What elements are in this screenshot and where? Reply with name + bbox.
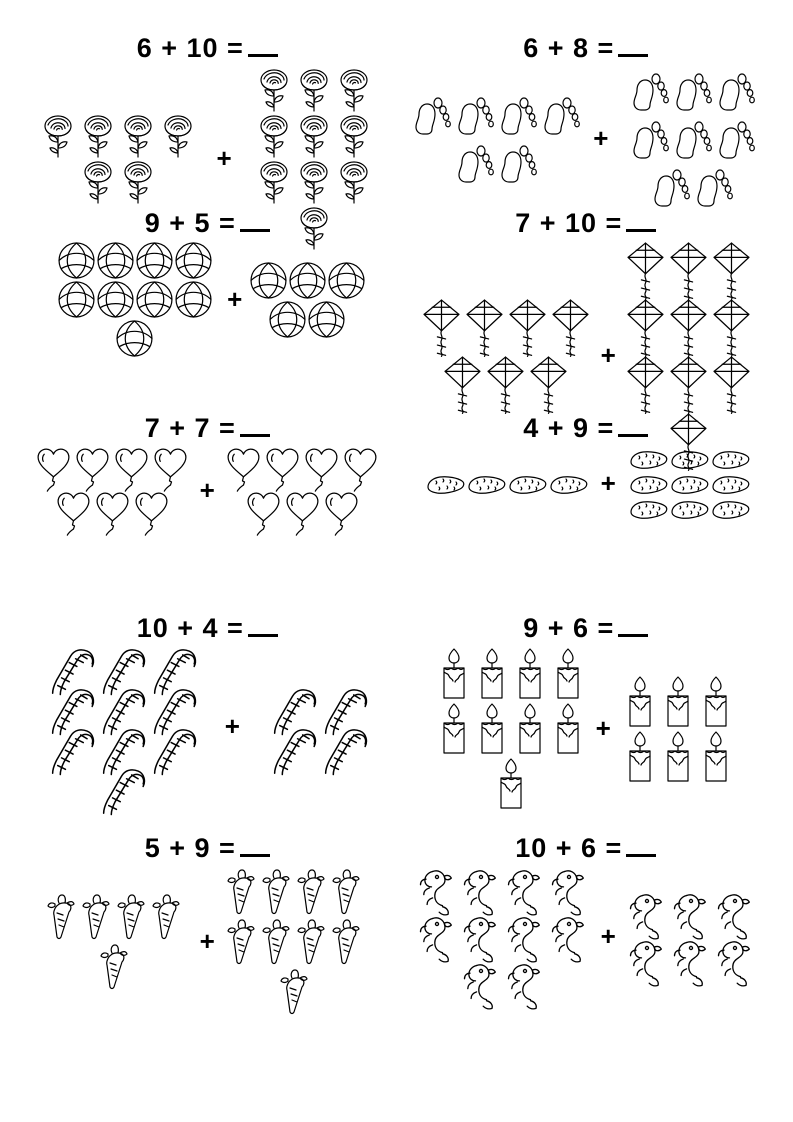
heart-balloon-icon bbox=[263, 446, 302, 490]
kite-icon bbox=[667, 241, 710, 298]
equation-p7 bbox=[137, 614, 278, 642]
candle-icon bbox=[659, 729, 697, 784]
rose-icon bbox=[294, 158, 334, 204]
problem-p10 bbox=[397, 834, 776, 1024]
candy-cane-icon bbox=[267, 686, 318, 726]
candy-cane-icon bbox=[267, 726, 318, 766]
equation-p5 bbox=[145, 414, 270, 442]
candy-cane-icon bbox=[96, 686, 147, 726]
beachball-icon bbox=[268, 300, 307, 339]
rose-icon bbox=[254, 158, 294, 204]
rose-icon bbox=[334, 158, 374, 204]
plus-sign: + bbox=[595, 713, 611, 744]
plus-sign: + bbox=[199, 474, 215, 505]
plus-sign: + bbox=[600, 468, 616, 499]
kite-icon bbox=[484, 355, 527, 412]
candy-cane-icon bbox=[147, 686, 198, 726]
addend-group-a bbox=[411, 866, 596, 1007]
seahorse-icon bbox=[503, 913, 547, 960]
candy-cane-icon bbox=[147, 646, 198, 686]
seahorse-icon bbox=[459, 913, 503, 960]
plus-sign: + bbox=[227, 284, 243, 315]
candle-icon bbox=[511, 701, 549, 756]
addend-group-a bbox=[24, 112, 212, 204]
problem-p5 bbox=[18, 414, 397, 614]
seahorse-icon bbox=[713, 890, 757, 937]
beachball-icon bbox=[115, 319, 154, 358]
candy-cane-icon bbox=[96, 766, 147, 806]
kite-icon bbox=[667, 355, 710, 412]
problem-p6 bbox=[397, 414, 776, 614]
kite-icon bbox=[441, 355, 484, 412]
footprint-icon bbox=[670, 66, 713, 114]
problem-p8 bbox=[397, 614, 776, 834]
equation-p2 bbox=[523, 34, 648, 62]
candle-icon bbox=[473, 701, 511, 756]
seahorse-icon bbox=[459, 960, 503, 1007]
equation-p9 bbox=[145, 834, 270, 862]
pickle-icon bbox=[709, 446, 750, 471]
candle-icon bbox=[492, 756, 530, 811]
pickle-icon bbox=[668, 496, 709, 521]
pickle-icon bbox=[506, 471, 547, 496]
addend-group-a bbox=[403, 90, 589, 186]
equation-p1 bbox=[137, 34, 278, 62]
footprint-icon bbox=[627, 66, 670, 114]
addend-group-b bbox=[220, 446, 385, 534]
answer-blank[interactable] bbox=[248, 614, 278, 637]
footprint-icon bbox=[495, 90, 538, 138]
beachball-icon bbox=[96, 241, 135, 280]
answer-blank[interactable] bbox=[240, 414, 270, 437]
carrot-icon bbox=[297, 866, 332, 916]
kite-icon bbox=[710, 355, 753, 412]
equation-text: 4 + 9 = bbox=[523, 413, 615, 443]
candle-icon bbox=[659, 674, 697, 729]
pickle-icon bbox=[627, 471, 668, 496]
rose-icon bbox=[118, 158, 158, 204]
problem-p1 bbox=[18, 34, 397, 209]
equation-text: 6 + 10 = bbox=[136, 33, 244, 63]
carrot-icon bbox=[47, 891, 82, 941]
kite-icon bbox=[527, 355, 570, 412]
rose-icon bbox=[38, 112, 78, 158]
answer-blank[interactable] bbox=[618, 414, 648, 437]
answer-blank[interactable] bbox=[618, 614, 648, 637]
carrot-icon bbox=[280, 966, 315, 1016]
beachball-icon bbox=[327, 261, 366, 300]
problem-row bbox=[18, 614, 775, 834]
beachball-icon bbox=[174, 241, 213, 280]
rose-icon bbox=[78, 158, 118, 204]
addend-group-a bbox=[30, 446, 195, 534]
candy-cane-icon bbox=[318, 726, 369, 766]
answer-blank[interactable] bbox=[248, 34, 278, 57]
problem-rows bbox=[18, 34, 775, 1024]
equation-text: 10 + 6 = bbox=[515, 833, 623, 863]
footprint-icon bbox=[538, 90, 581, 138]
plus-sign: + bbox=[593, 122, 609, 153]
pickle-icon bbox=[668, 446, 709, 471]
kite-icon bbox=[667, 298, 710, 355]
picture-groups bbox=[24, 446, 391, 534]
pickle-icon bbox=[709, 496, 750, 521]
carrot-icon bbox=[332, 916, 367, 966]
answer-blank[interactable] bbox=[626, 834, 656, 857]
carrot-icon bbox=[262, 866, 297, 916]
carrot-icon bbox=[227, 866, 262, 916]
addend-group-b bbox=[621, 446, 756, 521]
addend-group-b bbox=[247, 261, 367, 339]
beachball-icon bbox=[288, 261, 327, 300]
pickle-icon bbox=[424, 471, 465, 496]
pickle-icon bbox=[709, 471, 750, 496]
equation-text: 9 + 6 = bbox=[523, 613, 615, 643]
rose-icon bbox=[118, 112, 158, 158]
addend-group-a bbox=[47, 241, 222, 358]
equation-text: 9 + 5 = bbox=[144, 208, 236, 238]
kite-icon bbox=[710, 241, 753, 298]
carrot-icon bbox=[227, 916, 262, 966]
candle-icon bbox=[621, 729, 659, 784]
kite-icon bbox=[549, 298, 592, 355]
rose-icon bbox=[334, 112, 374, 158]
candle-icon bbox=[621, 674, 659, 729]
problem-p9 bbox=[18, 834, 397, 1024]
beachball-icon bbox=[96, 280, 135, 319]
footprint-icon bbox=[713, 114, 756, 162]
footprint-icon bbox=[495, 138, 538, 186]
heart-balloon-icon bbox=[93, 490, 132, 534]
carrot-icon bbox=[297, 916, 332, 966]
answer-blank[interactable] bbox=[626, 209, 656, 232]
kite-icon bbox=[463, 298, 506, 355]
beachball-icon bbox=[135, 280, 174, 319]
pickle-icon bbox=[668, 471, 709, 496]
pickle-icon bbox=[547, 471, 588, 496]
heart-balloon-icon bbox=[151, 446, 190, 490]
candy-cane-icon bbox=[45, 646, 96, 686]
beachball-icon bbox=[249, 261, 288, 300]
heart-balloon-icon bbox=[132, 490, 171, 534]
kite-icon bbox=[624, 355, 667, 412]
seahorse-icon bbox=[625, 890, 669, 937]
kite-icon bbox=[624, 241, 667, 298]
beachball-icon bbox=[57, 241, 96, 280]
equation-text: 7 + 7 = bbox=[144, 413, 236, 443]
heart-balloon-icon bbox=[283, 490, 322, 534]
plus-sign: + bbox=[224, 710, 240, 741]
candy-cane-icon bbox=[45, 726, 96, 766]
equation-text: 6 + 8 = bbox=[523, 33, 615, 63]
equation-p6 bbox=[523, 414, 648, 442]
candy-cane-icon bbox=[96, 726, 147, 766]
footprint-icon bbox=[409, 90, 452, 138]
problem-p4 bbox=[397, 209, 776, 414]
picture-groups bbox=[403, 866, 770, 1007]
candy-cane-icon bbox=[318, 686, 369, 726]
carrot-icon bbox=[332, 866, 367, 916]
addend-group-a bbox=[416, 471, 596, 496]
candy-cane-icon bbox=[96, 646, 147, 686]
picture-groups bbox=[403, 66, 770, 210]
pickle-icon bbox=[627, 496, 668, 521]
addend-group-a bbox=[431, 646, 591, 811]
problem-p7 bbox=[18, 614, 397, 834]
seahorse-icon bbox=[415, 866, 459, 913]
seahorse-icon bbox=[547, 866, 591, 913]
beachball-icon bbox=[307, 300, 346, 339]
equation-text: 7 + 10 = bbox=[515, 208, 623, 238]
rose-icon bbox=[158, 112, 198, 158]
equation-text: 5 + 9 = bbox=[144, 833, 236, 863]
picture-groups bbox=[403, 646, 770, 811]
candle-icon bbox=[697, 729, 735, 784]
candle-icon bbox=[549, 646, 587, 701]
seahorse-icon bbox=[503, 866, 547, 913]
rose-icon bbox=[294, 66, 334, 112]
candle-icon bbox=[697, 674, 735, 729]
beachball-icon bbox=[135, 241, 174, 280]
heart-balloon-icon bbox=[112, 446, 151, 490]
equation-p8 bbox=[523, 614, 648, 642]
addend-group-b bbox=[621, 890, 761, 984]
rose-icon bbox=[78, 112, 118, 158]
problem-row bbox=[18, 834, 775, 1024]
heart-balloon-icon bbox=[224, 446, 263, 490]
problem-row bbox=[18, 414, 775, 614]
candle-icon bbox=[549, 701, 587, 756]
footprint-icon bbox=[648, 162, 691, 210]
footprint-icon bbox=[691, 162, 734, 210]
candy-cane-icon bbox=[45, 686, 96, 726]
footprint-icon bbox=[452, 90, 495, 138]
picture-groups bbox=[24, 866, 391, 1016]
beachball-icon bbox=[57, 280, 96, 319]
kite-icon bbox=[624, 298, 667, 355]
addend-group-b bbox=[220, 866, 375, 1016]
seahorse-icon bbox=[669, 937, 713, 984]
answer-blank[interactable] bbox=[240, 209, 270, 232]
addend-group-a bbox=[416, 298, 596, 412]
footprint-icon bbox=[670, 114, 713, 162]
rose-icon bbox=[294, 112, 334, 158]
problem-p2 bbox=[397, 34, 776, 209]
candle-icon bbox=[473, 646, 511, 701]
heart-balloon-icon bbox=[34, 446, 73, 490]
rose-icon bbox=[254, 66, 294, 112]
seahorse-icon bbox=[625, 937, 669, 984]
carrot-icon bbox=[100, 941, 135, 991]
equation-p10 bbox=[515, 834, 656, 862]
carrot-icon bbox=[152, 891, 187, 941]
footprint-icon bbox=[627, 114, 670, 162]
picture-groups bbox=[403, 446, 770, 521]
plus-sign: + bbox=[216, 142, 232, 173]
seahorse-icon bbox=[713, 937, 757, 984]
heart-balloon-icon bbox=[322, 490, 361, 534]
plus-sign: + bbox=[600, 339, 616, 370]
addend-group-a bbox=[40, 891, 195, 991]
heart-balloon-icon bbox=[302, 446, 341, 490]
picture-groups bbox=[24, 646, 391, 806]
carrot-icon bbox=[82, 891, 117, 941]
candle-icon bbox=[435, 701, 473, 756]
plus-sign: + bbox=[600, 921, 616, 952]
rose-icon bbox=[334, 66, 374, 112]
heart-balloon-icon bbox=[244, 490, 283, 534]
plus-sign: + bbox=[199, 925, 215, 956]
equation-p4 bbox=[515, 209, 656, 237]
kite-icon bbox=[506, 298, 549, 355]
seahorse-icon bbox=[669, 890, 713, 937]
addend-group-b bbox=[245, 686, 391, 766]
equation-text: 10 + 4 = bbox=[136, 613, 244, 643]
addend-group-a bbox=[24, 646, 220, 806]
equation-p3 bbox=[145, 209, 270, 237]
heart-balloon-icon bbox=[73, 446, 112, 490]
footprint-icon bbox=[452, 138, 495, 186]
carrot-icon bbox=[117, 891, 152, 941]
problem-p3 bbox=[18, 209, 397, 414]
beachball-icon bbox=[174, 280, 213, 319]
rose-icon bbox=[254, 112, 294, 158]
problem-row bbox=[18, 34, 775, 209]
addend-group-b bbox=[613, 66, 769, 210]
candy-cane-icon bbox=[147, 726, 198, 766]
answer-blank[interactable] bbox=[240, 834, 270, 857]
candle-icon bbox=[511, 646, 549, 701]
pickle-icon bbox=[465, 471, 506, 496]
heart-balloon-icon bbox=[54, 490, 93, 534]
kite-icon bbox=[420, 298, 463, 355]
footprint-icon bbox=[713, 66, 756, 114]
heart-balloon-icon bbox=[341, 446, 380, 490]
kite-icon bbox=[710, 298, 753, 355]
answer-blank[interactable] bbox=[618, 34, 648, 57]
seahorse-icon bbox=[459, 866, 503, 913]
problem-row bbox=[18, 209, 775, 414]
seahorse-icon bbox=[503, 960, 547, 1007]
addend-group-b bbox=[616, 674, 741, 784]
picture-groups bbox=[24, 241, 391, 358]
carrot-icon bbox=[262, 916, 297, 966]
seahorse-icon bbox=[547, 913, 591, 960]
candle-icon bbox=[435, 646, 473, 701]
pickle-icon bbox=[627, 446, 668, 471]
seahorse-icon bbox=[415, 913, 459, 960]
